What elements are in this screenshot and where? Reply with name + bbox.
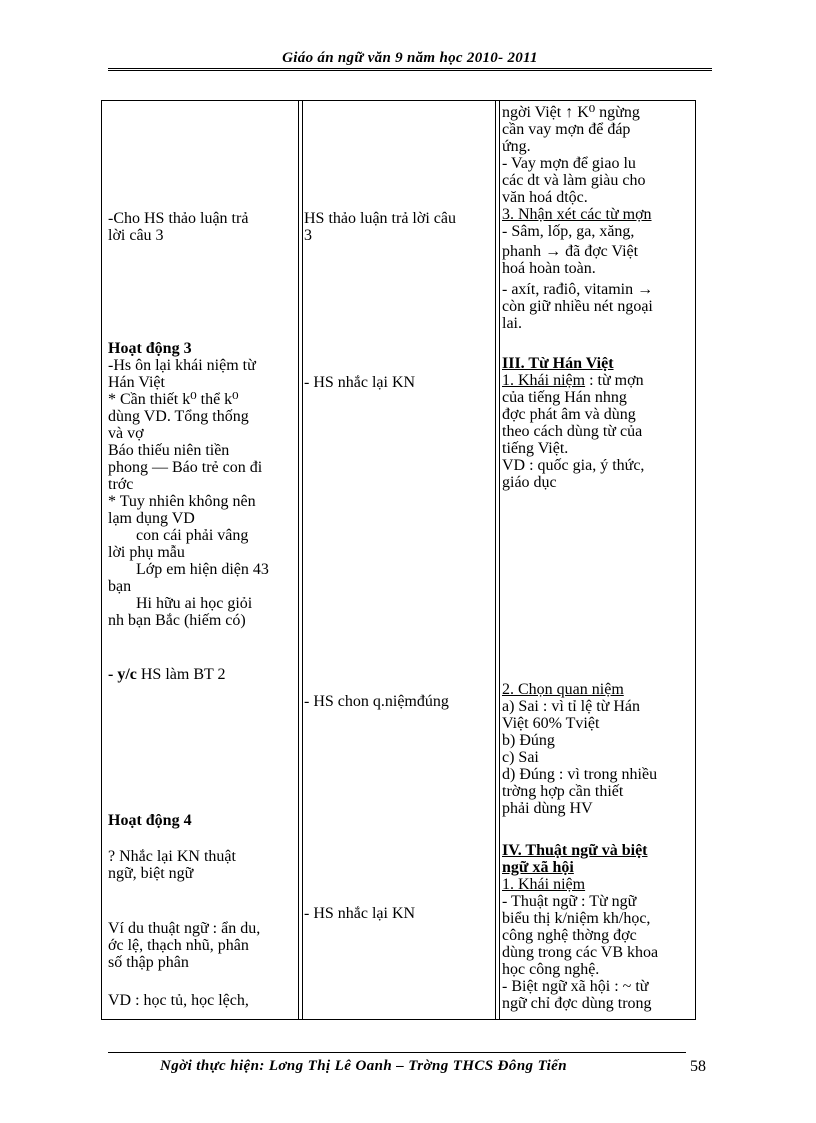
text-line: lời phụ mẫu	[108, 544, 185, 561]
text-line: ngữ chỉ đợc dùng trong	[502, 995, 652, 1012]
teacher-example-slang: VD : học tủ, học lệch,	[108, 992, 249, 1009]
text-line: cần vay mợn để đáp	[502, 121, 631, 138]
column-divider	[302, 100, 303, 1020]
text-line: c) Sai	[502, 749, 539, 766]
text-line: phải dùng HV	[502, 800, 593, 817]
text-line: d) Đúng : vì trong nhiều	[502, 766, 658, 783]
teacher-activity-discussion	[108, 210, 290, 244]
page-number: 58	[690, 1058, 706, 1075]
section-2-subheading: 2. Chọn quan niệm	[502, 681, 624, 698]
section-3-subheading: 3. Nhận xét các từ mợn	[502, 206, 652, 223]
text-line: ngời Việt ↑ K⁰ ngừng	[502, 104, 640, 121]
teacher-request-exercise	[108, 666, 290, 683]
student-activity-discussion	[304, 210, 490, 244]
text-line: số thập phân	[108, 954, 189, 971]
text-line: Hi hữu ai học giỏi	[136, 595, 253, 612]
text-line: Báo thiếu niên tiền	[108, 442, 230, 459]
activity-4-heading: Hoạt động 4	[108, 812, 192, 829]
section-iv-heading: IV. Thuật ngữ và biệt	[502, 842, 648, 859]
teacher-activity-3	[108, 340, 290, 629]
text-line: - Biệt ngữ xã hội : ~ từ	[502, 978, 649, 995]
header-divider	[108, 68, 712, 71]
text-line: biểu thị k/niệm kh/học,	[502, 910, 651, 927]
text-line: Việt 60% Tviệt	[502, 715, 600, 732]
text-line: còn giữ nhiều nét ngoại	[502, 298, 653, 315]
student-activity-choose: - HS chon q.niệmđúng	[304, 693, 449, 710]
request-prefix: - y/c	[108, 666, 137, 683]
text-line: - Sâm, lốp, ga, xăng,	[502, 223, 635, 240]
text-line: HS thảo luận trả lời câu	[304, 210, 456, 227]
section-iii-heading: III. Từ Hán Việt	[502, 355, 614, 372]
content-borrowing	[502, 104, 688, 332]
text-line: đợc phát âm và dùng	[502, 406, 636, 423]
text-line: lai.	[502, 315, 522, 332]
text-line: giáo dục	[502, 474, 557, 491]
request-text: HS làm BT 2	[136, 666, 226, 683]
text-line: văn hoá dtộc.	[502, 189, 588, 206]
text-line: trớc	[108, 476, 134, 493]
text-line: : từ mợn	[585, 372, 644, 389]
text-line: Ví du thuật ngữ : ẩn du,	[108, 920, 261, 937]
text-line: các dt và làm giàu cho	[502, 172, 646, 189]
text-line: - Thuật ngữ : Từ ngữ	[502, 893, 637, 910]
content-choose-concept	[502, 681, 688, 817]
text-line: 3	[304, 227, 312, 244]
text-line: hoá hoàn toàn.	[502, 260, 596, 277]
column-divider	[495, 100, 496, 1020]
text-line: phong — Báo trẻ con đi	[108, 459, 263, 476]
text-line: ớc lệ, thạch nhũ, phân	[108, 937, 249, 954]
student-activity-recall-2: - HS nhắc lại KN	[304, 905, 416, 922]
column-divider	[499, 100, 500, 1020]
text-line: Lớp em hiện diện 43	[136, 561, 269, 578]
concept-subheading: 1. Khái niệm	[502, 876, 586, 893]
teacher-example-terms	[108, 920, 290, 971]
text-line: và vợ	[108, 425, 144, 442]
text-line: * Cần thiết k⁰ thể k⁰	[108, 391, 239, 408]
activity-3-heading: Hoạt động 3	[108, 340, 192, 357]
text-line: ứng.	[502, 138, 531, 155]
text-line: học công nghệ.	[502, 961, 600, 978]
text-line: a) Sai : vì tỉ lệ từ Hán	[502, 698, 640, 715]
text-line: phanh → đã đợc Việt	[502, 243, 639, 260]
text-line: công nghệ thờng đợc	[502, 927, 637, 944]
text-line: -Cho HS thảo luận trả	[108, 210, 249, 227]
text-line: ngữ, biệt ngữ	[108, 865, 194, 882]
teacher-question-terms	[108, 848, 290, 882]
text-line: dùng trong các VB khoa	[502, 944, 659, 961]
footer-divider	[108, 1052, 686, 1053]
text-line: của tiếng Hán nhng	[502, 389, 627, 406]
text-line: VD : quốc gia, ý thức,	[502, 457, 645, 474]
text-line: trờng hợp cần thiết	[502, 783, 624, 800]
text-line: - axít, rađiô, vitamin →	[502, 281, 654, 298]
text-line: dùng VD. Tổng thống	[108, 408, 249, 425]
page-header-title: Giáo án ngữ văn 9 năm học 2010- 2011	[282, 50, 538, 66]
text-line: ? Nhắc lại KN thuật	[108, 848, 236, 865]
text-line: lạm dụng VD	[108, 510, 195, 527]
text-line: Hán Việt	[108, 374, 165, 391]
content-terminology	[502, 842, 688, 1012]
footer-author: Ngời thực hiện: Lơng Thị Lê Oanh – Trờng THCS Đông Tiến	[160, 1058, 567, 1074]
text-line: nh bạn Bắc (hiếm có)	[108, 612, 246, 629]
text-line: tiếng Việt.	[502, 440, 569, 457]
text-line: bạn	[108, 578, 132, 595]
text-line: * Tuy nhiên không nên	[108, 493, 256, 510]
text-line: b) Đúng	[502, 732, 555, 749]
text-line: con cái phải vâng	[136, 527, 249, 544]
student-activity-recall: - HS nhắc lại KN	[304, 374, 416, 391]
text-line: lời câu 3	[108, 227, 164, 244]
text-line: theo cách dùng từ của	[502, 423, 643, 440]
concept-subheading: 1. Khái niệm	[502, 372, 586, 389]
text-line: -Hs ôn lại khái niệm từ	[108, 357, 256, 374]
column-divider	[298, 100, 299, 1020]
content-sino-vietnamese	[502, 355, 688, 491]
text-line: - Vay mợn để giao lu	[502, 155, 636, 172]
section-iv-heading: ngữ xã hội	[502, 859, 574, 876]
